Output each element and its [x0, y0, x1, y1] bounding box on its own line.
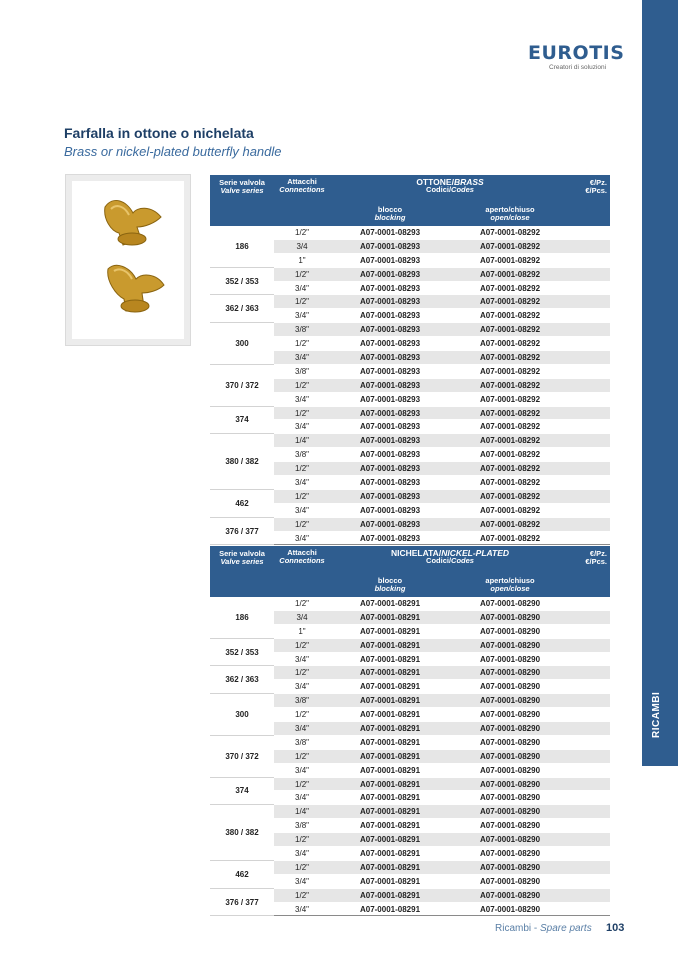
price-cell: [570, 735, 610, 749]
page-subtitle: Brass or nickel-plated butterfly handle: [64, 144, 282, 159]
open-close-code-cell: A07-0001-08290: [450, 708, 570, 722]
price-cell: [570, 253, 610, 267]
valve-series-cell: 370 / 372: [210, 735, 274, 777]
blocking-code-cell: A07-0001-08293: [330, 351, 450, 365]
price-cell: [570, 476, 610, 490]
connection-cell: 3/8": [274, 735, 330, 749]
valve-series-cell: 376 / 377: [210, 888, 274, 916]
price-cell: [570, 239, 610, 253]
blocking-code-cell: A07-0001-08293: [330, 434, 450, 448]
price-cell: [570, 406, 610, 420]
blocking-header: blocco blocking: [330, 573, 450, 597]
connection-cell: 3/4": [274, 902, 330, 916]
page-number: 103: [606, 922, 625, 934]
open-close-code-cell: A07-0001-08292: [450, 239, 570, 253]
price-cell: [570, 805, 610, 819]
blocking-code-cell: A07-0001-08293: [330, 489, 450, 503]
brass-butterfly-handle-icon: [97, 193, 167, 253]
connection-cell: 1/2": [274, 666, 330, 680]
price-cell: [570, 860, 610, 874]
open-close-code-cell: A07-0001-08290: [450, 777, 570, 791]
blocking-code-cell: A07-0001-08293: [330, 503, 450, 517]
open-close-code-cell: A07-0001-08290: [450, 652, 570, 666]
open-close-code-cell: A07-0001-08292: [450, 364, 570, 378]
connection-cell: 1/2": [274, 749, 330, 763]
blocking-code-cell: A07-0001-08291: [330, 680, 450, 694]
connection-cell: 1/2": [274, 337, 330, 351]
open-close-code-cell: A07-0001-08292: [450, 503, 570, 517]
blocking-code-cell: A07-0001-08291: [330, 888, 450, 902]
blocking-code-cell: A07-0001-08293: [330, 420, 450, 434]
blocking-code-cell: A07-0001-08293: [330, 323, 450, 337]
price-cell: [570, 434, 610, 448]
serie-header: Serie valvola Valve series: [210, 175, 274, 226]
connection-cell: 1/2": [274, 777, 330, 791]
price-cell: [570, 624, 610, 638]
brand-logo: [528, 42, 625, 71]
blocking-code-cell: A07-0001-08293: [330, 406, 450, 420]
connection-cell: 1/2": [274, 226, 330, 239]
open-close-code-cell: A07-0001-08290: [450, 763, 570, 777]
blocking-code-cell: A07-0001-08291: [330, 597, 450, 610]
connection-cell: 1/2": [274, 462, 330, 476]
price-header: €/Pz. €/Pcs.: [570, 546, 610, 597]
blocking-code-cell: A07-0001-08293: [330, 281, 450, 295]
attacchi-header: Attacchi Connections: [274, 175, 330, 226]
connection-cell: 1/2": [274, 267, 330, 281]
blocking-code-cell: A07-0001-08291: [330, 722, 450, 736]
price-header: €/Pz. €/Pcs.: [570, 175, 610, 226]
open-close-header: aperto/chiuso open/close: [450, 202, 570, 226]
price-cell: [570, 378, 610, 392]
blocking-code-cell: A07-0001-08293: [330, 239, 450, 253]
price-cell: [570, 777, 610, 791]
connection-cell: 1": [274, 253, 330, 267]
price-cell: [570, 281, 610, 295]
price-cell: [570, 364, 610, 378]
open-close-code-cell: A07-0001-08290: [450, 847, 570, 861]
blocking-code-cell: A07-0001-08293: [330, 476, 450, 490]
open-close-code-cell: A07-0001-08292: [450, 489, 570, 503]
price-cell: [570, 420, 610, 434]
connection-cell: 3/4": [274, 763, 330, 777]
valve-series-cell: 462: [210, 860, 274, 888]
price-cell: [570, 763, 610, 777]
table-row: [210, 364, 610, 378]
open-close-code-cell: A07-0001-08292: [450, 281, 570, 295]
open-close-code-cell: A07-0001-08290: [450, 805, 570, 819]
blocking-code-cell: A07-0001-08291: [330, 819, 450, 833]
connection-cell: 1/2": [274, 489, 330, 503]
connection-cell: 3/4": [274, 680, 330, 694]
blocking-code-cell: A07-0001-08293: [330, 448, 450, 462]
connection-cell: 3/4": [274, 791, 330, 805]
connection-cell: 1/2": [274, 708, 330, 722]
price-cell: [570, 309, 610, 323]
valve-series-cell: 374: [210, 406, 274, 434]
valve-series-cell: 374: [210, 777, 274, 805]
price-cell: [570, 722, 610, 736]
valve-series-cell: 362 / 363: [210, 666, 274, 694]
connection-cell: 3/8": [274, 819, 330, 833]
blocking-code-cell: A07-0001-08291: [330, 791, 450, 805]
blocking-code-cell: A07-0001-08291: [330, 708, 450, 722]
open-close-code-cell: A07-0001-08292: [450, 434, 570, 448]
side-section-label: RICAMBI: [651, 691, 662, 738]
price-cell: [570, 337, 610, 351]
open-close-code-cell: A07-0001-08290: [450, 749, 570, 763]
price-cell: [570, 226, 610, 239]
table-row: [210, 267, 610, 281]
blocking-code-cell: A07-0001-08293: [330, 295, 450, 309]
open-close-code-cell: A07-0001-08290: [450, 860, 570, 874]
blocking-code-cell: A07-0001-08291: [330, 805, 450, 819]
valve-series-cell: 186: [210, 597, 274, 638]
connection-cell: 3/4": [274, 309, 330, 323]
connection-cell: 1/4": [274, 805, 330, 819]
open-close-code-cell: A07-0001-08292: [450, 267, 570, 281]
price-cell: [570, 902, 610, 916]
open-close-code-cell: A07-0001-08292: [450, 462, 570, 476]
table-row: [210, 777, 610, 791]
table-row: [210, 597, 610, 610]
table-row: [210, 805, 610, 819]
valve-series-cell: 186: [210, 226, 274, 267]
connection-cell: 1/4": [274, 434, 330, 448]
blocking-code-cell: A07-0001-08293: [330, 309, 450, 323]
blocking-code-cell: A07-0001-08293: [330, 531, 450, 545]
price-cell: [570, 680, 610, 694]
blocking-code-cell: A07-0001-08293: [330, 392, 450, 406]
price-cell: [570, 462, 610, 476]
blocking-code-cell: A07-0001-08291: [330, 777, 450, 791]
valve-series-cell: 376 / 377: [210, 517, 274, 545]
price-cell: [570, 791, 610, 805]
blocking-code-cell: A07-0001-08291: [330, 749, 450, 763]
price-cell: [570, 267, 610, 281]
material-header: OTTONE/BRASS Codici/Codes: [330, 175, 570, 202]
blocking-code-cell: A07-0001-08293: [330, 226, 450, 239]
connection-cell: 3/4": [274, 874, 330, 888]
blocking-code-cell: A07-0001-08293: [330, 337, 450, 351]
connection-cell: 3/4": [274, 531, 330, 545]
open-close-code-cell: A07-0001-08292: [450, 517, 570, 531]
blocking-code-cell: A07-0001-08293: [330, 462, 450, 476]
price-cell: [570, 708, 610, 722]
open-close-code-cell: A07-0001-08290: [450, 833, 570, 847]
blocking-code-cell: A07-0001-08291: [330, 763, 450, 777]
open-close-code-cell: A07-0001-08290: [450, 874, 570, 888]
product-photo: [65, 174, 191, 346]
open-close-code-cell: A07-0001-08290: [450, 666, 570, 680]
open-close-code-cell: A07-0001-08292: [450, 406, 570, 420]
open-close-code-cell: A07-0001-08292: [450, 351, 570, 365]
open-close-code-cell: A07-0001-08292: [450, 476, 570, 490]
price-cell: [570, 531, 610, 545]
open-close-code-cell: A07-0001-08290: [450, 638, 570, 652]
blocking-code-cell: A07-0001-08291: [330, 860, 450, 874]
connection-cell: 3/4": [274, 503, 330, 517]
open-close-code-cell: A07-0001-08290: [450, 610, 570, 624]
connection-cell: 3/8": [274, 364, 330, 378]
connection-cell: 1": [274, 624, 330, 638]
open-close-code-cell: A07-0001-08292: [450, 323, 570, 337]
price-cell: [570, 819, 610, 833]
valve-series-cell: 362 / 363: [210, 295, 274, 323]
brand-tagline: Creatori di soluzioni: [549, 64, 607, 71]
price-cell: [570, 351, 610, 365]
blocking-code-cell: A07-0001-08293: [330, 517, 450, 531]
blocking-code-cell: A07-0001-08291: [330, 610, 450, 624]
table-row: [210, 517, 610, 531]
connection-cell: 1/2": [274, 517, 330, 531]
price-cell: [570, 503, 610, 517]
connection-cell: 3/4: [274, 610, 330, 624]
connection-cell: 3/4": [274, 351, 330, 365]
table-row: [210, 860, 610, 874]
connection-cell: 3/4": [274, 420, 330, 434]
price-cell: [570, 749, 610, 763]
table-row: [210, 323, 610, 337]
price-cell: [570, 597, 610, 610]
open-close-code-cell: A07-0001-08290: [450, 597, 570, 610]
table-row: [210, 888, 610, 902]
price-cell: [570, 888, 610, 902]
serie-header: Serie valvola Valve series: [210, 546, 274, 597]
open-close-code-cell: A07-0001-08290: [450, 680, 570, 694]
blocking-code-cell: A07-0001-08293: [330, 253, 450, 267]
valve-series-cell: 352 / 353: [210, 267, 274, 295]
connection-cell: 1/2": [274, 406, 330, 420]
valve-series-cell: 300: [210, 694, 274, 736]
connection-cell: 3/8": [274, 323, 330, 337]
price-cell: [570, 323, 610, 337]
brass-butterfly-handle-icon: [102, 259, 172, 319]
material-header: NICHELATA/NICKEL-PLATED Codici/Codes: [330, 546, 570, 573]
open-close-code-cell: A07-0001-08292: [450, 392, 570, 406]
side-section-tab: [642, 0, 678, 766]
blocking-code-cell: A07-0001-08291: [330, 624, 450, 638]
connection-cell: 3/4": [274, 476, 330, 490]
table-row: [210, 406, 610, 420]
price-cell: [570, 874, 610, 888]
price-cell: [570, 666, 610, 680]
valve-series-cell: 380 / 382: [210, 805, 274, 861]
connection-cell: 1/2": [274, 597, 330, 610]
blocking-code-cell: A07-0001-08291: [330, 652, 450, 666]
open-close-code-cell: A07-0001-08292: [450, 337, 570, 351]
table-row: [210, 295, 610, 309]
valve-series-cell: 352 / 353: [210, 638, 274, 666]
blocking-code-cell: A07-0001-08293: [330, 378, 450, 392]
table-row: [210, 638, 610, 652]
open-close-code-cell: A07-0001-08290: [450, 902, 570, 916]
connection-cell: 3/8": [274, 448, 330, 462]
open-close-code-cell: A07-0001-08290: [450, 791, 570, 805]
price-cell: [570, 638, 610, 652]
connection-cell: 3/8": [274, 694, 330, 708]
price-cell: [570, 517, 610, 531]
footer-section: Ricambi - Spare parts: [495, 923, 592, 934]
connection-cell: 1/2": [274, 860, 330, 874]
page-title: Farfalla in ottone o nichelata: [64, 125, 254, 141]
blocking-code-cell: A07-0001-08291: [330, 638, 450, 652]
open-close-code-cell: A07-0001-08290: [450, 722, 570, 736]
price-cell: [570, 610, 610, 624]
open-close-code-cell: A07-0001-08290: [450, 888, 570, 902]
price-cell: [570, 489, 610, 503]
open-close-code-cell: A07-0001-08292: [450, 295, 570, 309]
table-row: [210, 434, 610, 448]
brand-name: EUROTIS: [528, 42, 625, 64]
open-close-code-cell: A07-0001-08292: [450, 378, 570, 392]
blocking-code-cell: A07-0001-08291: [330, 694, 450, 708]
connection-cell: 3/4": [274, 392, 330, 406]
valve-series-cell: 462: [210, 489, 274, 517]
brass-codes-table: [210, 175, 610, 545]
blocking-code-cell: A07-0001-08291: [330, 735, 450, 749]
open-close-code-cell: A07-0001-08292: [450, 226, 570, 239]
nickel-codes-table: [210, 546, 610, 916]
valve-series-cell: 380 / 382: [210, 434, 274, 490]
blocking-code-cell: A07-0001-08293: [330, 267, 450, 281]
table-row: [210, 666, 610, 680]
connection-cell: 1/2": [274, 833, 330, 847]
blocking-header: blocco blocking: [330, 202, 450, 226]
price-cell: [570, 295, 610, 309]
connection-cell: 3/4": [274, 722, 330, 736]
open-close-code-cell: A07-0001-08290: [450, 624, 570, 638]
open-close-code-cell: A07-0001-08292: [450, 448, 570, 462]
connection-cell: 1/2": [274, 295, 330, 309]
price-cell: [570, 448, 610, 462]
price-cell: [570, 847, 610, 861]
open-close-code-cell: A07-0001-08290: [450, 735, 570, 749]
price-cell: [570, 833, 610, 847]
table-row: [210, 735, 610, 749]
connection-cell: 1/2": [274, 378, 330, 392]
price-cell: [570, 694, 610, 708]
connection-cell: 3/4: [274, 239, 330, 253]
open-close-code-cell: A07-0001-08292: [450, 420, 570, 434]
connection-cell: 3/4": [274, 847, 330, 861]
valve-series-cell: 370 / 372: [210, 364, 274, 406]
open-close-code-cell: A07-0001-08290: [450, 694, 570, 708]
blocking-code-cell: A07-0001-08291: [330, 874, 450, 888]
connection-cell: 1/2": [274, 888, 330, 902]
blocking-code-cell: A07-0001-08291: [330, 902, 450, 916]
blocking-code-cell: A07-0001-08291: [330, 666, 450, 680]
open-close-code-cell: A07-0001-08290: [450, 819, 570, 833]
blocking-code-cell: A07-0001-08291: [330, 833, 450, 847]
open-close-header: aperto/chiuso open/close: [450, 573, 570, 597]
price-cell: [570, 392, 610, 406]
connection-cell: 1/2": [274, 638, 330, 652]
table-row: [210, 489, 610, 503]
valve-series-cell: 300: [210, 323, 274, 365]
blocking-code-cell: A07-0001-08293: [330, 364, 450, 378]
table-row: [210, 226, 610, 239]
open-close-code-cell: A07-0001-08292: [450, 253, 570, 267]
open-close-code-cell: A07-0001-08292: [450, 531, 570, 545]
open-close-code-cell: A07-0001-08292: [450, 309, 570, 323]
price-cell: [570, 652, 610, 666]
connection-cell: 3/4": [274, 652, 330, 666]
table-row: [210, 694, 610, 708]
attacchi-header: Attacchi Connections: [274, 546, 330, 597]
blocking-code-cell: A07-0001-08291: [330, 847, 450, 861]
connection-cell: 3/4": [274, 281, 330, 295]
